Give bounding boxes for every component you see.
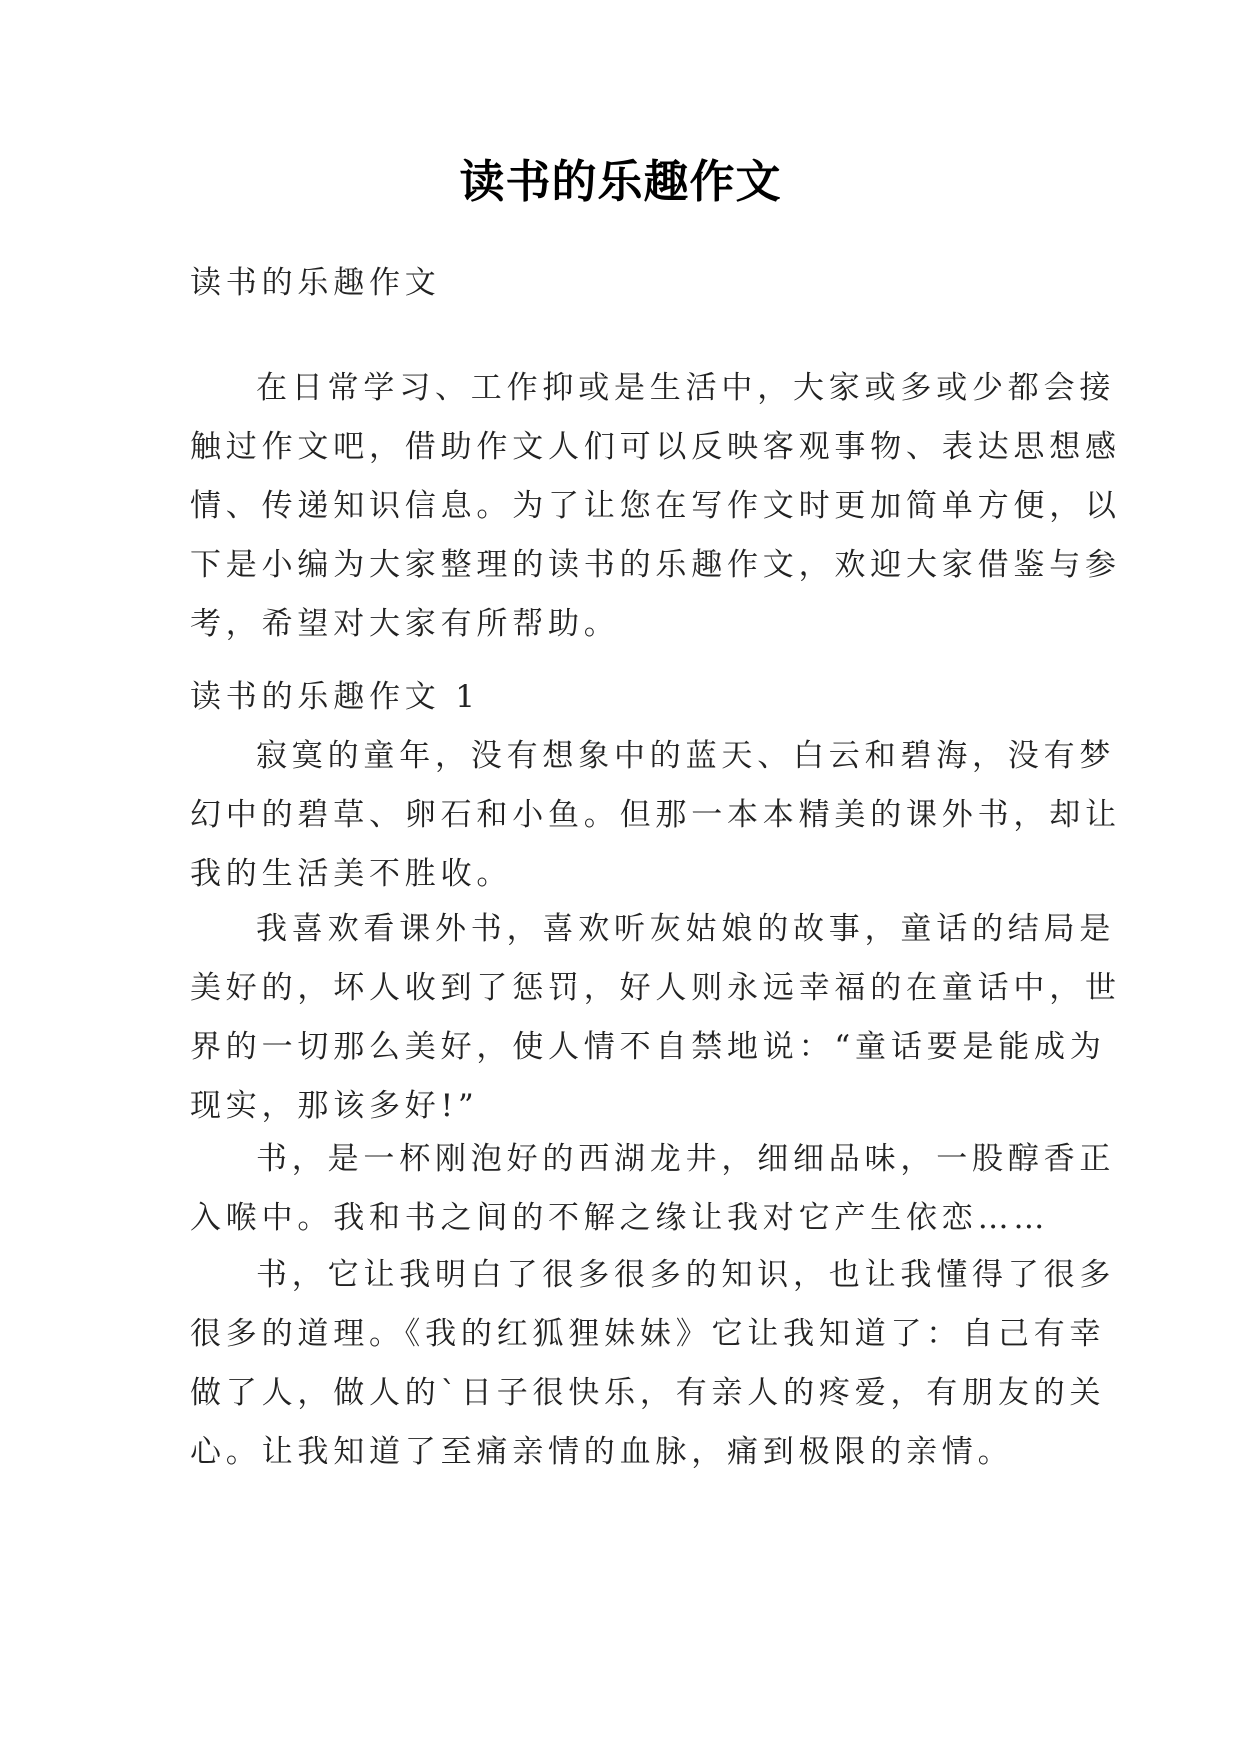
section-heading xyxy=(190,668,1050,727)
paragraph-4 xyxy=(190,1246,1116,1482)
intro-paragraph xyxy=(190,359,1121,654)
document-subtitle xyxy=(190,254,1050,313)
paragraph-line: 下是小编为大家整理的读书的乐趣作文，欢迎大家借鉴与参 xyxy=(190,547,1121,583)
paragraph-line: 考，希望对大家有所帮助。 xyxy=(190,606,620,642)
document-title: 读书的乐趣作文 xyxy=(459,155,782,208)
paragraph-line: 美好的，坏人收到了惩罚，好人则永远幸福的在童话中，世 xyxy=(190,970,1121,1006)
paragraph-line: 触过作文吧，借助作文人们可以反映客观事物、表达思想感 xyxy=(190,429,1121,465)
subtitle-line: 读书的乐趣作文 xyxy=(190,265,441,301)
paragraph-3 xyxy=(190,1130,1116,1248)
section-heading-text: 读书的乐趣作文 1 xyxy=(190,679,480,715)
paragraph-line: 界的一切那么美好，使人情不自禁地说：“童话要是能成为 xyxy=(190,1029,1106,1065)
paragraph-line: 心。让我知道了至痛亲情的血脉，痛到极限的亲情。 xyxy=(190,1434,1014,1470)
paragraph-line: 现实，那该多好!” xyxy=(190,1088,479,1124)
paragraph-line: 书，是一杯刚泡好的西湖龙井，细细品味，一股醇香正 xyxy=(256,1141,1116,1177)
paragraph-line: 做了人，做人的`日子很快乐，有亲人的疼爱，有朋友的关 xyxy=(190,1375,1106,1411)
paragraph-1 xyxy=(190,727,1121,904)
paragraph-line: 幻中的碧草、卵石和小鱼。但那一本本精美的课外书，却让 xyxy=(190,797,1121,833)
paragraph-line: 情、传递知识信息。为了让您在写作文时更加简单方便，以 xyxy=(190,488,1121,524)
paragraph-line: 寂寞的童年，没有想象中的蓝天、白云和碧海，没有梦 xyxy=(256,738,1116,774)
paragraph-line: 入喉中。我和书之间的不解之缘让我对它产生依恋…… xyxy=(190,1200,1050,1236)
paragraph-line: 我喜欢看课外书，喜欢听灰姑娘的故事，童话的结局是 xyxy=(256,911,1116,947)
paragraph-line: 我的生活美不胜收。 xyxy=(190,856,513,892)
paragraph-line: 在日常学习、工作抑或是生活中，大家或多或少都会接 xyxy=(256,370,1116,406)
paragraph-line: 很多的道理。《我的红狐狸妹妹》它让我知道了：自己有幸 xyxy=(190,1316,1106,1352)
paragraph-line: 书，它让我明白了很多很多的知识，也让我懂得了很多 xyxy=(256,1257,1116,1293)
paragraph-2 xyxy=(190,900,1121,1136)
